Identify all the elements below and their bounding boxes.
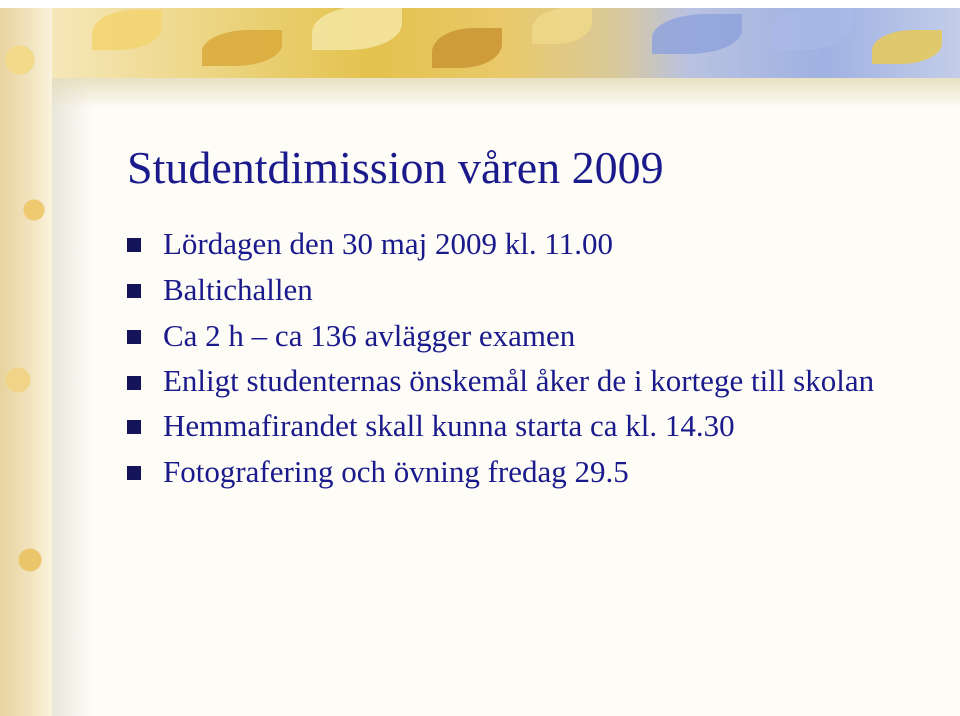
slide-title: Studentdimission våren 2009 — [127, 142, 664, 193]
decorative-top-banner — [52, 0, 960, 78]
leaf-decoration — [872, 30, 942, 64]
top-edge — [0, 0, 960, 8]
leaf-decoration — [432, 28, 502, 68]
square-bullet-icon — [127, 420, 141, 434]
square-bullet-icon — [127, 466, 141, 480]
bullet-text: Fotografering och övning fredag 29.5 — [163, 454, 629, 489]
bullet-item — [127, 403, 917, 449]
leaf-decoration — [772, 6, 852, 50]
decorative-left-strip — [0, 0, 52, 716]
bullet-item — [127, 267, 917, 313]
square-bullet-icon — [127, 284, 141, 298]
leaf-decoration — [92, 10, 162, 50]
bullet-text: Lördagen den 30 maj 2009 kl. 11.00 — [163, 226, 613, 261]
bullet-text: Hemmafirandet skall kunna starta ca kl. 14.30 — [163, 408, 735, 443]
leaf-decoration — [652, 14, 742, 54]
bullet-item — [127, 359, 917, 403]
bullet-text: Ca 2 h – ca 136 avlägger examen — [163, 318, 576, 353]
leaf-decoration — [202, 30, 282, 66]
bullet-list — [127, 221, 917, 495]
leaf-decoration — [532, 8, 592, 44]
decorative-top-fade — [52, 78, 960, 108]
bullet-text: Enligt studenternas önskemål åker de i kortege till skolan — [163, 363, 875, 398]
square-bullet-icon — [127, 238, 141, 252]
leaf-decoration — [312, 6, 402, 50]
bullet-item — [127, 313, 917, 359]
square-bullet-icon — [127, 330, 141, 344]
square-bullet-icon — [127, 376, 141, 390]
bullet-item — [127, 449, 917, 495]
bullet-item — [127, 221, 917, 267]
bullet-text: Baltichallen — [163, 272, 313, 307]
